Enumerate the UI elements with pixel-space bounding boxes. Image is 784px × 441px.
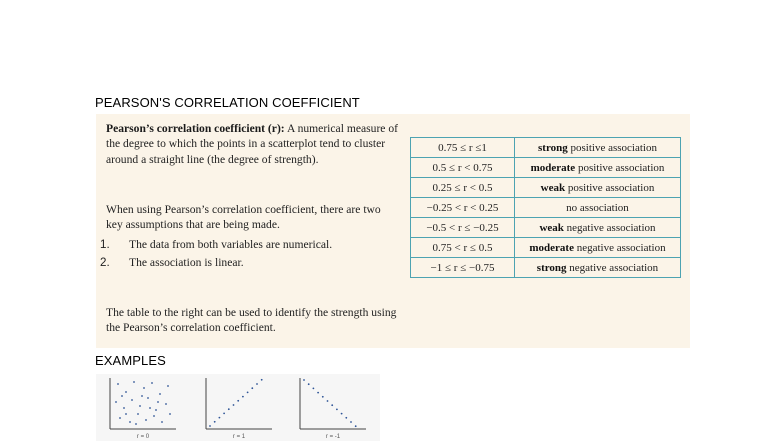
scatter-dot	[237, 400, 239, 402]
range-cell: 0.5 ≤ r < 0.75	[411, 158, 515, 178]
table-row	[411, 258, 681, 278]
scatter-dot	[345, 417, 347, 419]
scatter-dot	[123, 407, 125, 409]
association-text: positive association	[567, 141, 657, 154]
table-row	[411, 218, 681, 238]
examples-heading: EXAMPLES	[95, 353, 166, 368]
table-row	[411, 138, 681, 158]
strength-cell	[515, 238, 681, 258]
content-panel	[96, 114, 690, 348]
scatter-dot	[223, 413, 225, 415]
association-text: positive association	[575, 161, 665, 174]
scatter-dot	[161, 421, 163, 423]
table-row	[411, 158, 681, 178]
scatter-dot	[153, 415, 155, 417]
list-item-number: 1.	[100, 237, 110, 251]
scatter-dot	[121, 395, 123, 397]
scatter-dot	[141, 395, 143, 397]
range-cell: 0.75 < r ≤ 0.5	[411, 238, 515, 258]
strength-cell	[515, 138, 681, 158]
scatter-dot	[219, 417, 221, 419]
scatter-dot	[228, 408, 230, 410]
definition-term: Pearson’s correlation coefficient (r):	[106, 122, 285, 135]
strength-cell	[515, 158, 681, 178]
scatter-dot	[135, 423, 137, 425]
scatter-dot	[151, 382, 153, 384]
scatter-dot	[117, 383, 119, 385]
scatter-dot	[261, 379, 263, 381]
scatter-dot	[165, 403, 167, 405]
scatter-dot	[143, 387, 145, 389]
scatter-dot	[209, 425, 211, 427]
strength-word: strong	[536, 261, 567, 274]
range-cell: −1 ≤ r ≤ −0.75	[411, 258, 515, 278]
assumptions-list	[100, 235, 332, 271]
assumptions-intro	[106, 202, 408, 233]
usage-text: The table to the right can be used to identify the strength using the Pearson’s correlation coefficient.	[106, 306, 397, 335]
association-text: negative association	[573, 241, 666, 254]
example-plots-svg	[96, 374, 380, 441]
table-row	[411, 238, 681, 258]
strength-word: weak	[540, 181, 566, 194]
scatter-dot	[155, 409, 157, 411]
scatter-dot	[233, 404, 235, 406]
strength-word: moderate	[530, 161, 576, 174]
assumptions-line-2: key assumptions that are being made.	[106, 218, 280, 232]
scatter-dot	[125, 413, 127, 415]
scatter-dot	[336, 409, 338, 411]
scatter-dot	[303, 379, 305, 381]
strength-word: moderate	[529, 241, 574, 254]
scatter-plot-positive-correlation	[206, 378, 272, 440]
scatter-dot	[247, 392, 249, 394]
plot-label: r = 1	[232, 434, 246, 440]
example-plots	[96, 374, 380, 441]
scatter-plot-negative-correlation	[300, 378, 366, 440]
list-item-text: The association is linear.	[129, 255, 244, 269]
scatter-dot	[350, 421, 352, 423]
association-text: positive association	[565, 181, 655, 194]
scatter-dot	[242, 396, 244, 398]
strength-table	[410, 137, 681, 278]
strength-word: strong	[538, 141, 568, 154]
list-item-text: The data from both variables are numerical.	[129, 237, 333, 251]
strength-cell	[515, 218, 681, 238]
association-text: no association	[566, 201, 629, 214]
scatter-dot	[145, 419, 147, 421]
plot-label: r = 0	[136, 434, 150, 440]
range-cell: 0.25 ≤ r < 0.5	[411, 178, 515, 198]
range-cell: 0.75 ≤ r ≤1	[411, 138, 515, 158]
scatter-dot	[147, 397, 149, 399]
assumptions-line-1: When using Pearson’s correlation coefficient, there are two	[106, 203, 381, 216]
scatter-dot	[322, 396, 324, 398]
scatter-dot	[131, 399, 133, 401]
range-cell: −0.5 < r ≤ −0.25	[411, 218, 515, 238]
scatter-dot	[317, 392, 319, 394]
scatter-dot	[331, 404, 333, 406]
association-text: negative association	[563, 221, 656, 234]
definition-text	[106, 121, 406, 167]
scatter-dot	[341, 413, 343, 415]
scatter-dot	[167, 385, 169, 387]
association-text: negative association	[566, 261, 659, 274]
plot-label: r = -1	[325, 434, 341, 440]
list-item-number: 2.	[100, 255, 110, 269]
scatter-dot	[327, 400, 329, 402]
scatter-dot	[256, 383, 258, 385]
scatter-dot	[313, 388, 315, 390]
scatter-dot	[137, 413, 139, 415]
table-row	[411, 178, 681, 198]
scatter-dot	[157, 401, 159, 403]
scatter-dot	[355, 425, 357, 427]
strength-word: weak	[539, 221, 564, 234]
range-cell: −0.25 < r < 0.25	[411, 198, 515, 218]
scatter-plot-no-correlation	[110, 378, 176, 440]
scatter-dot	[133, 381, 135, 383]
scatter-dot	[119, 417, 121, 419]
scatter-dot	[125, 391, 127, 393]
scatter-dot	[308, 383, 310, 385]
strength-cell	[515, 198, 681, 218]
scatter-dot	[115, 401, 117, 403]
scatter-dot	[251, 387, 253, 389]
definition-body: A numerical measure of the degree to which the points in a scatterplot tend to cluster around a straight line (the degree of strength).	[106, 122, 399, 166]
scatter-dot	[214, 421, 216, 423]
strength-cell	[515, 258, 681, 278]
list-item	[100, 253, 332, 271]
list-item	[100, 235, 332, 253]
scatter-dot	[129, 421, 131, 423]
page-title: PEARSON'S CORRELATION COEFFICIENT	[95, 95, 360, 110]
scatter-dot	[139, 405, 141, 407]
scatter-dot	[169, 413, 171, 415]
scatter-dot	[149, 407, 151, 409]
strength-cell	[515, 178, 681, 198]
scatter-dot	[159, 393, 161, 395]
table-row	[411, 198, 681, 218]
